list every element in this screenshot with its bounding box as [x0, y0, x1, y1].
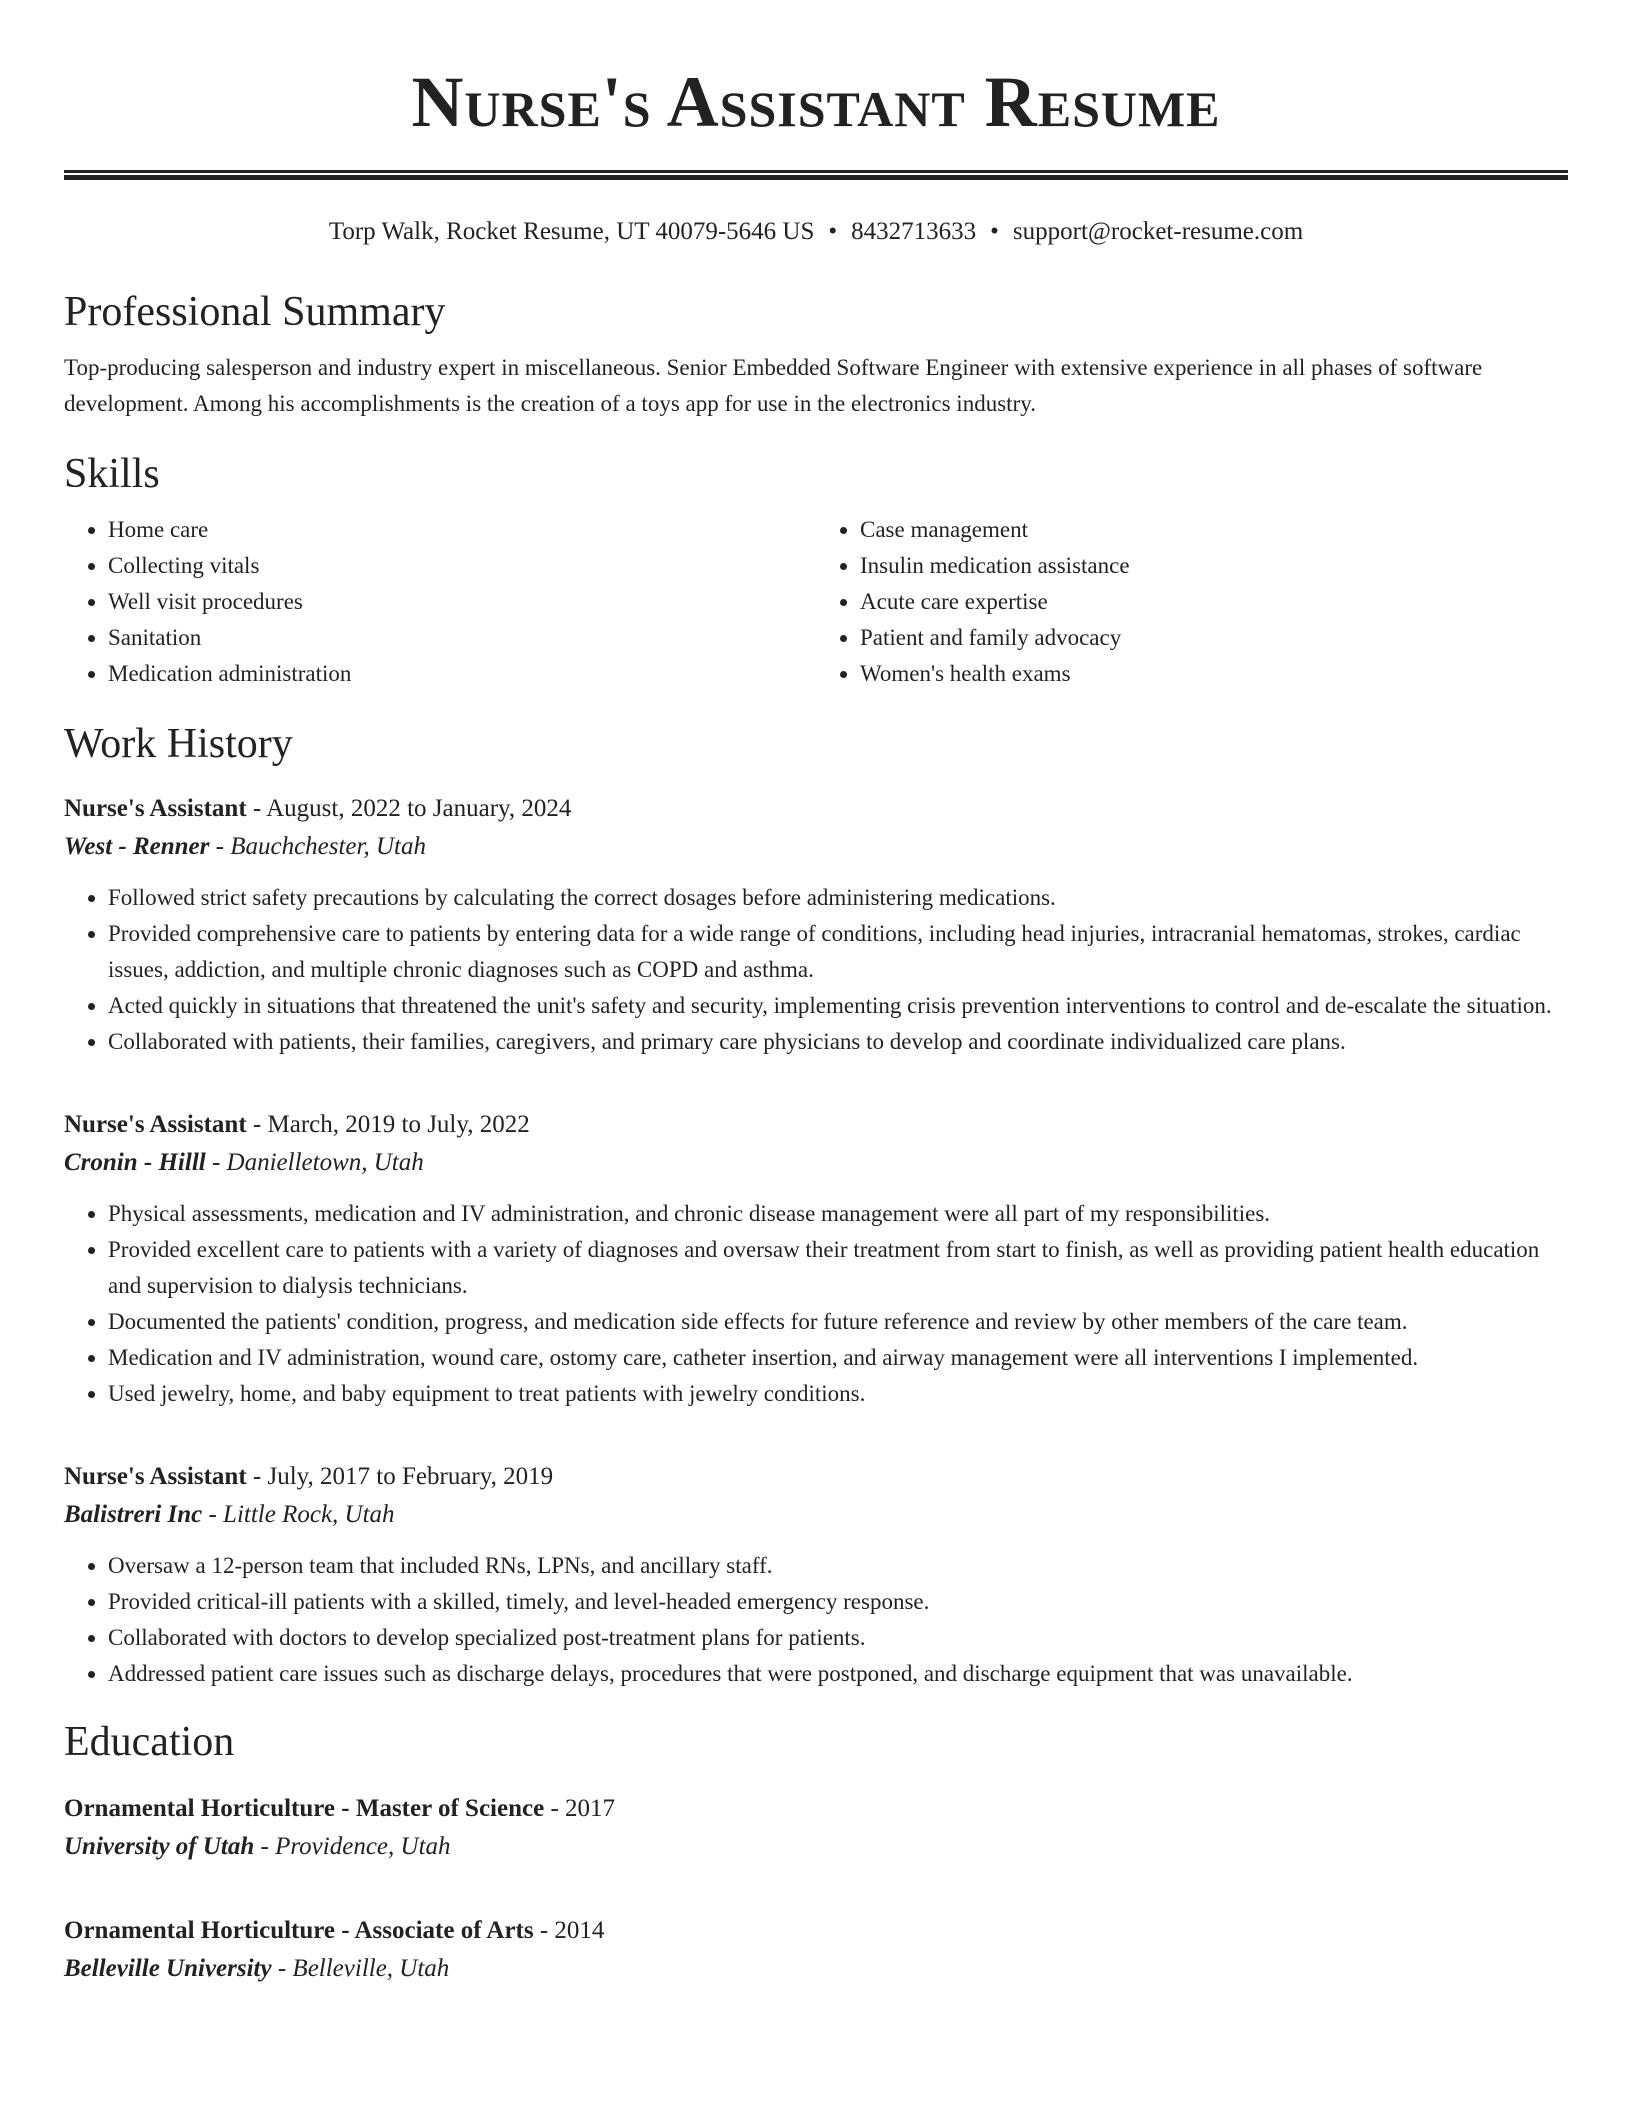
section-heading: Professional Summary — [64, 289, 446, 335]
job-bullets — [64, 880, 1568, 1060]
job-bullet: • Acted quickly in situations that threatened the unit's safety and security, implementing crisis prevention interventions to control and de-escalate the situation. — [108, 988, 1568, 1024]
job-bullet: • Collaborated with doctors to develop specialized post-treatment plans for patients. — [108, 1620, 1568, 1656]
summary-text: Top-producing salesperson and industry expert in miscellaneous. Senior Embedded Software Engineer with extensive experience in all phases of software development. Among his accomplishments is the creation of a toys app for use in the electronics industry. — [64, 355, 1483, 416]
job-dates: - August, 2022 to January, 2024 — [246, 795, 572, 822]
skill-item: • Medication administration — [108, 656, 816, 692]
contact-email: support@rocket-resume.com — [1012, 218, 1304, 245]
contact-separator: • — [990, 218, 999, 245]
job-location: - Little Rock, Utah — [202, 1501, 395, 1528]
job-title: Nurse's Assistant — [64, 1463, 247, 1490]
job-employer — [64, 1496, 1568, 1534]
skill-item: • Acute care expertise — [860, 584, 1568, 620]
education-year: - 2014 — [533, 1917, 605, 1944]
page-title: Nurse's Assistant Resume — [411, 62, 1221, 142]
education-entry — [64, 1790, 1568, 1866]
section-heading: Work History — [64, 721, 293, 767]
job-bullet: • Used jewelry, home, and baby equipment to treat patients with jewelry conditions. — [108, 1376, 1568, 1412]
title-divider — [64, 170, 1568, 180]
job-title: Nurse's Assistant — [64, 1111, 247, 1138]
education-degree: Ornamental Horticulture - Master of Science — [64, 1795, 545, 1822]
job-dates: - July, 2017 to February, 2019 — [246, 1463, 554, 1490]
skill-item: • Patient and family advocacy — [860, 620, 1568, 656]
skill-item: • Women's health exams — [860, 656, 1568, 692]
job-title: Nurse's Assistant — [64, 795, 247, 822]
education-school-line — [64, 1950, 1568, 1988]
job-bullet: • Collaborated with patients, their families, caregivers, and primary care physicians to develop and coordinate individualized care plans. — [108, 1024, 1568, 1060]
job-location: - Bauchchester, Utah — [209, 833, 426, 860]
skills-list-left — [64, 512, 816, 692]
job-bullet: • Followed strict safety precautions by calculating the correct dosages before administering medications. — [108, 880, 1568, 916]
education-degree: Ornamental Horticulture - Associate of Arts — [64, 1917, 534, 1944]
skills-columns — [64, 512, 1568, 692]
job-bullet: • Medication and IV administration, wound care, ostomy care, catheter insertion, and airway management were all interventions I implemented. — [108, 1340, 1568, 1376]
job-location: - Danielletown, Utah — [205, 1149, 424, 1176]
contact-separator: • — [828, 218, 838, 245]
job-bullet: • Provided comprehensive care to patients by entering data for a wide range of conditions, including head injuries, intracranial hematomas, strokes, cardiac issues, addiction, and multiple chronic diagnoses such as COPD and asthma. — [108, 916, 1568, 988]
job-bullets — [64, 1548, 1568, 1692]
education-location: - Providence, Utah — [254, 1833, 451, 1860]
job-header — [64, 1106, 1568, 1144]
education-entry — [64, 1912, 1568, 1988]
contact-phone: 8432713633 — [851, 218, 977, 245]
skill-item: • Collecting vitals — [108, 548, 816, 584]
skill-item: • Case management — [860, 512, 1568, 548]
education-header — [64, 1790, 1568, 1828]
job-bullet: • Oversaw a 12-person team that included RNs, LPNs, and ancillary staff. — [108, 1548, 1568, 1584]
contact-line — [64, 216, 1568, 248]
job-entry — [64, 1458, 1568, 1692]
job-bullet: • Provided critical-ill patients with a skilled, timely, and level-headed emergency response. — [108, 1584, 1568, 1620]
section-heading: Skills — [64, 451, 160, 497]
job-employer — [64, 1144, 1568, 1182]
skills-list-right — [816, 512, 1568, 692]
job-bullet: • Addressed patient care issues such as discharge delays, procedures that were postponed, and discharge equipment that was unavailable. — [108, 1656, 1568, 1692]
job-entry — [64, 1106, 1568, 1412]
education-header — [64, 1912, 1568, 1950]
job-company: Balistreri Inc — [64, 1501, 203, 1528]
job-header — [64, 790, 1568, 828]
job-entry — [64, 790, 1568, 1060]
job-company: West - Renner — [64, 833, 210, 860]
skill-item: • Home care — [108, 512, 816, 548]
professional-summary-section — [64, 288, 1568, 422]
skill-item: • Well visit procedures — [108, 584, 816, 620]
education-location: - Belleville, Utah — [271, 1955, 450, 1982]
job-header — [64, 1458, 1568, 1496]
education-school-line — [64, 1828, 1568, 1866]
skills-section — [64, 450, 1568, 692]
contact-address: Torp Walk, Rocket Resume, UT 40079-5646 US — [328, 218, 815, 245]
education-school: University of Utah — [64, 1833, 255, 1860]
job-employer — [64, 828, 1568, 866]
job-bullets — [64, 1196, 1568, 1412]
job-bullet: • Physical assessments, medication and IV administration, and chronic disease management were all part of my responsibilities. — [108, 1196, 1568, 1232]
education-school: Belleville University — [64, 1955, 272, 1982]
skill-item: • Sanitation — [108, 620, 816, 656]
work-history-section — [64, 720, 1568, 1692]
skill-item: • Insulin medication assistance — [860, 548, 1568, 584]
job-company: Cronin - Hilll — [64, 1149, 206, 1176]
education-year: - 2017 — [544, 1795, 616, 1822]
job-bullet: • Documented the patients' condition, progress, and medication side effects for future reference and review by other members of the care team. — [108, 1304, 1568, 1340]
education-section — [64, 1718, 1568, 1988]
job-bullet: • Provided excellent care to patients with a variety of diagnoses and oversaw their treatment from start to finish, as well as providing patient health education and supervision to dialysis technicians. — [108, 1232, 1568, 1304]
job-dates: - March, 2019 to July, 2022 — [246, 1111, 530, 1138]
section-heading: Education — [64, 1719, 235, 1765]
